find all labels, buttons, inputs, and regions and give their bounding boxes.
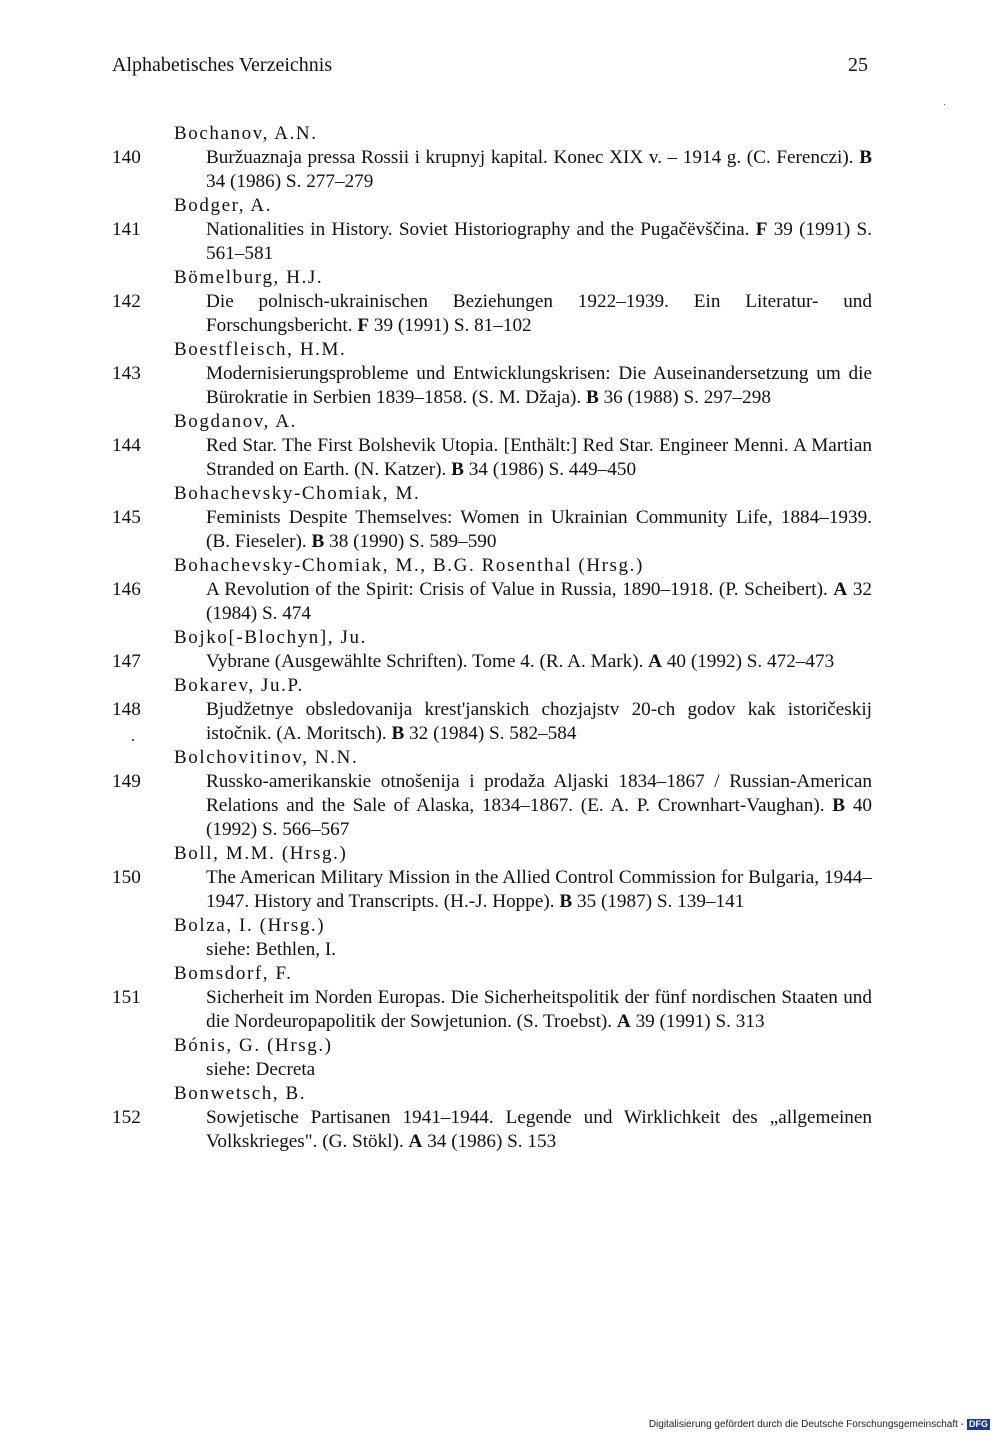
entry-number: 140 (112, 147, 141, 168)
cross-reference: siehe: Bethlen, I. (206, 939, 337, 960)
bibliography-entry (112, 986, 872, 1034)
entry-text: Sowjetische Partisanen 1941–1944. Legende und Wirklichkeit des „allgemeinen Volkskrieges". (G. Stökl). A 34 (1986) S. 153 (206, 1107, 872, 1152)
citation: 39 (1991) S. 313 (635, 1011, 765, 1032)
entry-number: 142 (112, 291, 141, 312)
entry-text: Red Star. The First Bolshevik Utopia. [Enthält:] Red Star. Engineer Menni. A Martian Stranded on Earth. (N. Katzer). B 34 (1986) S. 449–450 (206, 435, 872, 480)
entry-number: 146 (112, 579, 141, 600)
bibliography-entry (112, 698, 872, 746)
author-heading: Bonwetsch, B. (174, 1083, 307, 1104)
entry-number: 141 (112, 219, 141, 240)
journal-code: B (859, 147, 872, 168)
journal-code: B (391, 723, 405, 744)
bibliography-entry (112, 650, 872, 674)
entry-text: Nationalities in History. Soviet Historiography and the Pugačëvščina. F 39 (1991) S. 561–581 (206, 219, 873, 264)
entry-text: Bjudžetnye obsledovanija krest'janskich chozjajstv 20-ch godov kak istoričeskij istočnik. (A. Moritsch). B 32 (1984) S. 582–584 (206, 699, 872, 744)
citation: 36 (1988) S. 297–298 (603, 387, 771, 408)
bibliography-entry (112, 866, 872, 914)
citation: 39 (1991) S. 561–581 (206, 219, 873, 264)
author-heading: Bochanov, A.N. (174, 123, 318, 144)
author-heading: Bohachevsky-Chomiak, M. (174, 483, 421, 504)
citation: 38 (1990) S. 589–590 (329, 531, 497, 552)
page-number: 25 (848, 54, 868, 76)
author-heading: Bokarev, Ju.P. (174, 675, 304, 696)
author-heading: Boll, M.M. (Hrsg.) (174, 843, 348, 864)
bibliography-entry (112, 146, 872, 194)
entry-number: 152 (112, 1107, 141, 1128)
digitization-credit (649, 1419, 990, 1430)
entry-number: 147 (112, 651, 141, 672)
author-heading: Bömelburg, H.J. (174, 267, 324, 288)
entry-number: 149 (112, 771, 141, 792)
journal-code: A (408, 1131, 423, 1152)
journal-code: B (585, 387, 599, 408)
bibliography-entry (112, 578, 872, 626)
bibliography-entry (112, 362, 872, 410)
author-heading: Bolchovitinov, N.N. (174, 747, 359, 768)
bibliography-entry (112, 218, 872, 266)
citation: 35 (1987) S. 139–141 (576, 891, 745, 912)
citation: 34 (1986) S. 449–450 (468, 459, 637, 480)
author-heading: Bolza, I. (Hrsg.) (174, 915, 326, 936)
bibliography-entry (112, 770, 872, 842)
citation: 32 (1984) S. 474 (206, 579, 873, 624)
citation: 34 (1986) S. 277–279 (206, 171, 374, 192)
entry-number: 143 (112, 363, 141, 384)
entry-number: 144 (112, 435, 141, 456)
journal-code: F (357, 315, 370, 336)
bibliography-entry (112, 434, 872, 482)
scan-speck (132, 739, 134, 741)
author-heading: Bogdanov, A. (174, 411, 297, 432)
author-heading: Boestfleisch, H.M. (174, 339, 347, 360)
citation: 32 (1984) S. 582–584 (409, 723, 577, 744)
entry-number: 145 (112, 507, 141, 528)
citation: 40 (1992) S. 472–473 (666, 651, 835, 672)
citation: 34 (1986) S. 153 (427, 1131, 557, 1152)
footer-text: Digitalisierung gefördert durch die Deutsche Forschungsgemeinschaft - (648, 1419, 964, 1430)
entry-number: 150 (112, 867, 141, 888)
bibliography-entry (112, 1106, 872, 1154)
author-heading: Bónis, G. (Hrsg.) (174, 1035, 333, 1056)
bibliography-list (112, 122, 872, 1154)
entry-text: A Revolution of the Spirit: Crisis of Value in Russia, 1890–1918. (P. Scheibert). A 32 (1984) S. 474 (206, 579, 873, 624)
running-title: Alphabetisches Verzeichnis (112, 54, 333, 76)
journal-code: F (755, 219, 768, 240)
entry-text: The American Military Mission in the Allied Control Commission for Bulgaria, 1944–1947. History and Transcripts. (H.-J. Hoppe). B 35 (1987) S. 139–141 (206, 867, 872, 912)
entry-text: Vybrane (Ausgewählte Schriften). Tome 4. (R. A. Mark). A 40 (1992) S. 472–473 (206, 651, 835, 672)
citation: 40 (1992) S. 566–567 (206, 795, 873, 840)
journal-code: A (616, 1011, 631, 1032)
author-heading: Bojko[-Blochyn], Ju. (174, 627, 367, 648)
entry-text: Feminists Despite Themselves: Women in Ukrainian Community Life, 1884–1939. (B. Fieseler). B 38 (1990) S. 589–590 (206, 507, 872, 552)
author-heading: Bomsdorf, F. (174, 963, 293, 984)
entry-text: Modernisierungsprobleme und Entwicklungskrisen: Die Auseinandersetzung um die Bürokratie in Serbien 1839–1858. (S. M. Džaja). B 36 (1988) S. 297–298 (206, 363, 872, 408)
journal-code: B (559, 891, 573, 912)
journal-code: B (832, 795, 846, 816)
bibliography-entry (112, 506, 872, 554)
entry-number: 151 (112, 987, 141, 1008)
journal-code: A (833, 579, 848, 600)
journal-code: A (648, 651, 663, 672)
scan-speck (944, 104, 945, 105)
cross-reference: siehe: Decreta (206, 1059, 316, 1080)
bibliography-entry (112, 290, 872, 338)
dfg-logo: DFG (969, 1419, 988, 1429)
citation: 39 (1991) S. 81–102 (373, 315, 532, 336)
entry-number: 148 (112, 699, 141, 720)
entry-text: Die polnisch-ukrainischen Beziehungen 1922–1939. Ein Literatur- und Forschungsbericht. F 39 (1991) S. 81–102 (206, 291, 872, 336)
author-heading: Bodger, A. (174, 195, 273, 216)
journal-code: B (311, 531, 325, 552)
author-heading: Bohachevsky-Chomiak, M., B.G. Rosenthal (Hrsg.) (174, 555, 644, 576)
entry-text: Sicherheit im Norden Europas. Die Sicherheitspolitik der fünf nordischen Staaten und die Nordeuropapolitik der Sowjetunion. (S. Troebst). A 39 (1991) S. 313 (206, 987, 872, 1032)
entry-text: Buržuaznaja pressa Rossii i krupnyj kapital. Konec XIX v. – 1914 g. (C. Ferenczi). B 34 (1986) S. 277–279 (206, 147, 872, 192)
journal-code: B (451, 459, 464, 480)
entry-text: Russko-amerikanskie otnošenija i prodaža Aljaski 1834–1867 / Russian-American Relations and the Sale of Alaska, 1834–1867. (E. A. P. Crownhart-Vaughan). B 40 (1992) S. 566–567 (206, 771, 873, 840)
page-header (112, 54, 868, 84)
